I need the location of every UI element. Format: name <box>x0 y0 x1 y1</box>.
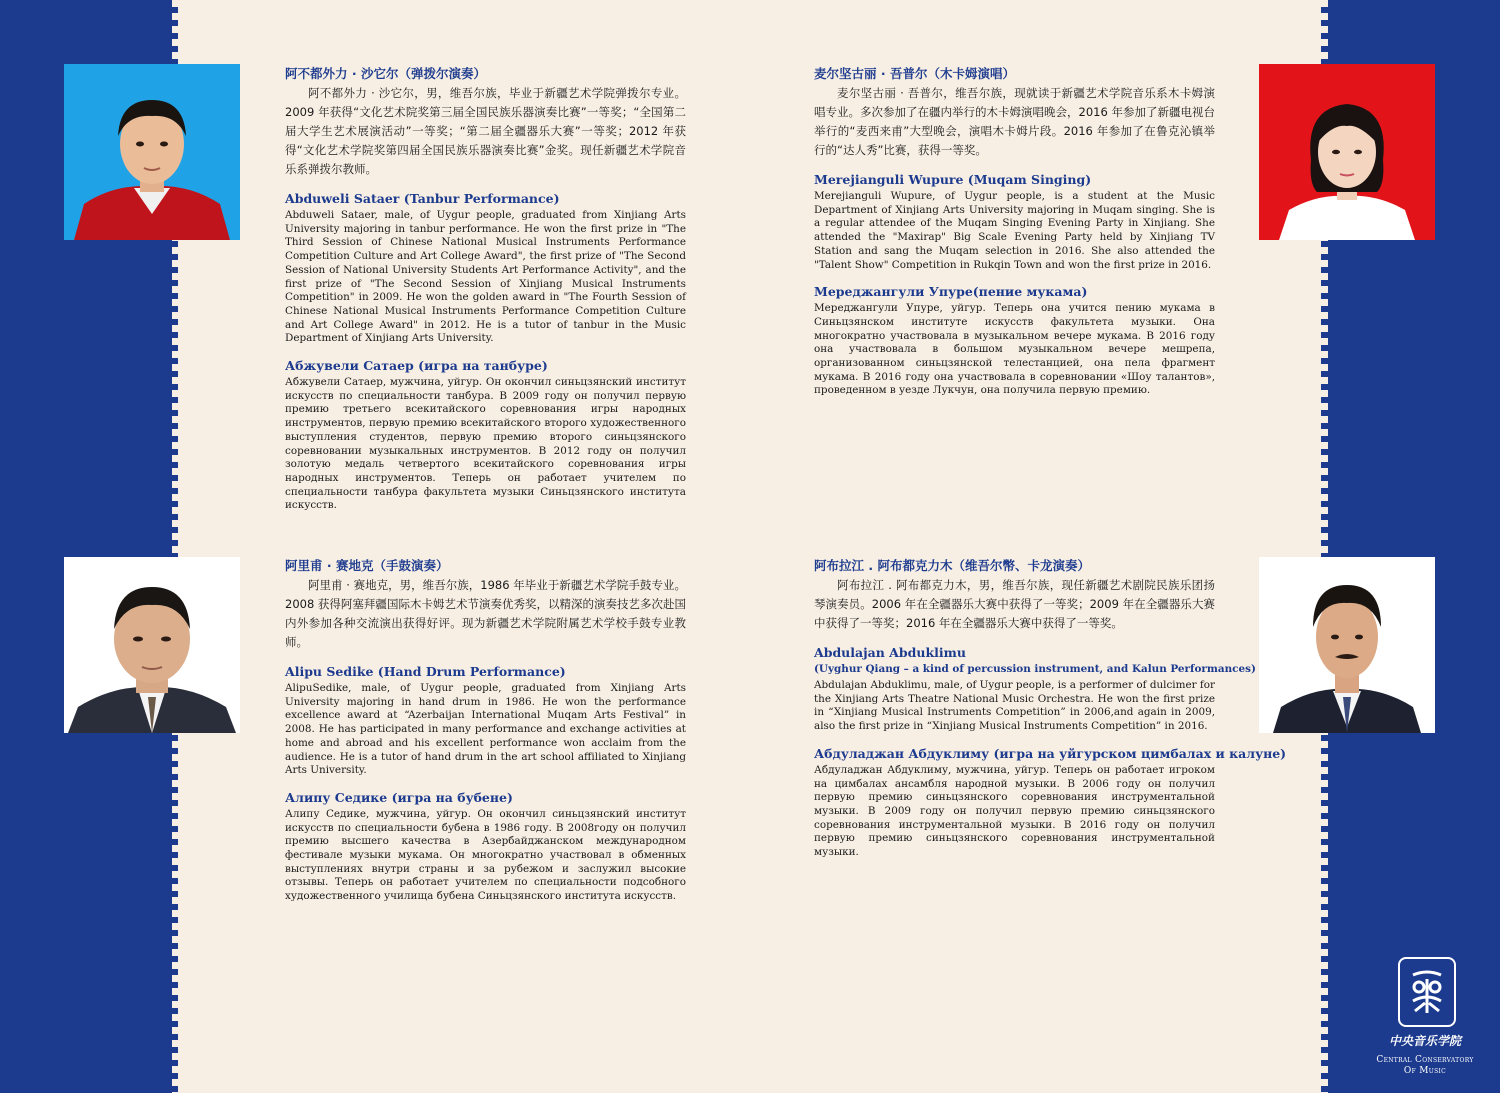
portrait-alipu-sedike <box>64 557 240 733</box>
en-bio-text: Abdulajan Abduklimu, male, of Uygur people, is a performer of dulcimer for the Xinjiang Arts Theatre National Music Orchestra. He won the first prize in “Xinjiang Musical Instruments Competition” in 2006,and again in 2009, also the first prize in “Xinjiang Musical Instruments Competition” in 2016. <box>814 679 1215 733</box>
conservatory-logo-icon <box>1398 957 1456 1027</box>
zh-bio-text: 阿布拉江 . 阿布都克力木，男，维吾尔族，现任新疆艺术剧院民族乐团扬琴演奏员。2006 年在全疆器乐大赛中获得了一等奖；2009 年在全疆器乐大赛中获得了一等奖；2016 年在全疆器乐大赛中获得了一等奖。 <box>814 578 1215 630</box>
portrait-merejianguli-wupure <box>1259 64 1435 240</box>
zh-name-heading: 阿布拉江 . 阿布都克力木（维吾尔幣、卡龙演奏） <box>814 558 1090 573</box>
ru-name-heading: Алипу Седике (игра на бубене) <box>285 789 513 805</box>
portrait-abdulajan-abduklimu <box>1259 557 1435 733</box>
zh-bio-text: 阿不都外力 · 沙它尔，男，维吾尔族，毕业于新疆艺术学院弹拨尔专业。2009 年获得“文化艺术院奖第三届全国民族乐器演奏比赛”一等奖；“全国第二届大学生艺术展演活动”一等奖；“第二届全疆器乐大赛”一等奖；2012 年获得“文化艺术学院奖第四届全国民族乐器演奏比赛”金奖。现任新疆艺术学院音乐系弹拨尔教师。 <box>285 86 686 176</box>
conservatory-name-chinese: 中央音乐学院 <box>1388 1034 1461 1048</box>
ru-bio-text: Алипу Седике, мужчина, уйгур. Он окончил синьцзянский институт искусств по специальности бубена в 1986 году. В 2008году он получил премию высшего качества в Азербайджанском международном фестивале музыки мукама. Он многократно участвовал в обменных выступлениях внутри страны и за рубежом и заслужил высокие отзывы. Теперь он работает учителем по специальности подсобного художественного училища бубена Синьцзянского института искусств. <box>285 807 686 903</box>
zh-name-heading: 阿不都外力 · 沙它尔（弹拨尔演奏） <box>285 66 486 81</box>
ru-name-heading: Мереджангули Упуре(пение мукама) <box>814 284 1088 300</box>
conservatory-name-line2: Of Music <box>1403 1066 1447 1076</box>
ru-name-heading: Абжувели Сатаер (игра на танбуре) <box>285 358 548 374</box>
bio-merejianguli-wupure <box>814 64 1215 410</box>
ru-name-heading: Абдуладжан Абдуклиму (игра на уйгурском цимбалах и калуне) <box>814 745 1287 761</box>
en-bio-text: AlipuSedike, male, of Uygur people, graduated from Xinjiang Arts University majoring in hand drum in 1986. He won the performance excellence award at “Azerbaijan International Muqam Arts Festival” in 2008. He has participated in many performance and exchange activities at home and abroad and his excellent performance won acclaim from the audience. He is a tutor of hand drum in the art school affiliated to Xinjiang Arts University. <box>285 682 686 777</box>
en-instrument-subtitle: (Uyghur Qiang – a kind of percussion instrument, and Kalun Performances) <box>814 663 1256 675</box>
bio-alipu-sedike <box>285 556 686 916</box>
ru-bio-text: Мереджангули Упуре, уйгур. Теперь она учится пению мукама в Синьцзянском институте искусств факультета музыки. Она многократно участвовала в музыкальном вечере мукама. В 2016 году она участвовала в большом музыкальном вечере мешрепа, организованном синьцзянской телестанцией, она пела фрагмент мукама. В 2016 году она участвовала в соревновании «Шоу талантов», проведенном в уезде Лукчун, она получила первую премию. <box>814 302 1215 397</box>
portrait-abduweli-sataer <box>64 64 240 240</box>
zh-name-heading: 阿里甫 · 赛地克（手鼓演奏） <box>285 558 449 573</box>
zh-name-heading: 麦尔坚古丽 · 吾普尔（木卡姆演唱） <box>814 66 1015 81</box>
en-name-heading: Merejianguli Wupure (Muqam Singing) <box>814 172 1092 187</box>
ru-bio-text: Абжувели Сатаер, мужчина, уйгур. Он окончил синьцзянский институт искусств по специальности танбура. В 2009 году он получил первую премию третьего всекитайского соревнования игры народных инструментов, первую премию всекитайского второго художественного выступления студентов, первую премию второго синьцзянского соревновании музыкальных инструментов. В 2012 году он получил золотую медаль четвертого всекитайского соревнования игры народных инструментов. Теперь он работает учителем по специальности танбура факультета музыки Синьцзянского института искусств. <box>285 376 686 512</box>
bio-abdulajan-abduklimu <box>814 556 1287 872</box>
en-bio-text: Merejianguli Wupure, of Uygur people, is a student at the Music Department of Xinjiang Arts University majoring in Muqam singing. She is a regular attendee of the Muqam Singing Evening Party in Xinjiang. She attended the "Maxirap" Big Scale Evening Party held by Xinjiang TV Station and sang the Muqam selection in 2016. She also attended the "Talent Show" Competition in Rukqin Town and won the first prize in 2016. <box>814 190 1215 271</box>
en-name-heading: Alipu Sedike (Hand Drum Performance) <box>285 664 566 679</box>
conservatory-name-english <box>1356 1055 1494 1077</box>
conservatory-name-line1: Central Conservatory <box>1376 1055 1474 1065</box>
bio-abduweli-sataer <box>285 64 686 525</box>
zh-bio-text: 阿里甫 · 赛地克，男，维吾尔族，1986 年毕业于新疆艺术学院手鼓专业。2008 获得阿塞拜疆国际木卡姆艺术节演奏优秀奖，以精深的演奏技艺多次赴国内外参加各种交流演出获得好评。现为新疆艺术学院附属艺术学校手鼓专业教师。 <box>285 578 686 649</box>
ru-bio-text: Абдуладжан Абдуклиму, мужчина, уйгур. Теперь он работает игроком на цимбалах ансамбля народной музыки. В 2006 году он получил первую премию синьцзянского соревнования инструментальной музыки. В 2009 году он получил первую премию синьцзянского соревнования инструментальной музыки. В 2016 году он получил первую премию синьцзянского соревнования инструментальной музыки. <box>814 763 1215 859</box>
en-name-heading: Abdulajan Abduklimu <box>814 645 966 660</box>
en-name-heading: Abduweli Sataer (Tanbur Performance) <box>285 191 560 206</box>
zh-bio-text: 麦尔坚古丽 · 吾普尔，维吾尔族，现就读于新疆艺术学院音乐系木卡姆演唱专业。多次参加了在疆内举行的木卡姆演唱晚会，2016 年参加了新疆电视台举行的“麦西来甫”大型晚会，演唱木卡姆片段。2016 年参加了在鲁克沁镇举行的“达人秀”比赛，获得一等奖。 <box>814 86 1215 157</box>
en-bio-text: Abduweli Sataer, male, of Uygur people, graduated from Xinjiang Arts University majoring in tanbur performance. He won the first prize in "The Third Session of Chinese National Musical Instruments Performance Competition Culture and Art College Award", the first prize of "The Second Session of National University Students Art Performance Activity", and the first prize of "The Second Session of Xinjiang Musical Instruments Competition" in 2009. He won the golden award in "The Fourth Session of Chinese National Musical Instruments Performance Competition Culture and Art College Award" in 2012. He is a tutor of tanbur in the Music Department of Xinjiang Arts University. <box>285 209 686 345</box>
